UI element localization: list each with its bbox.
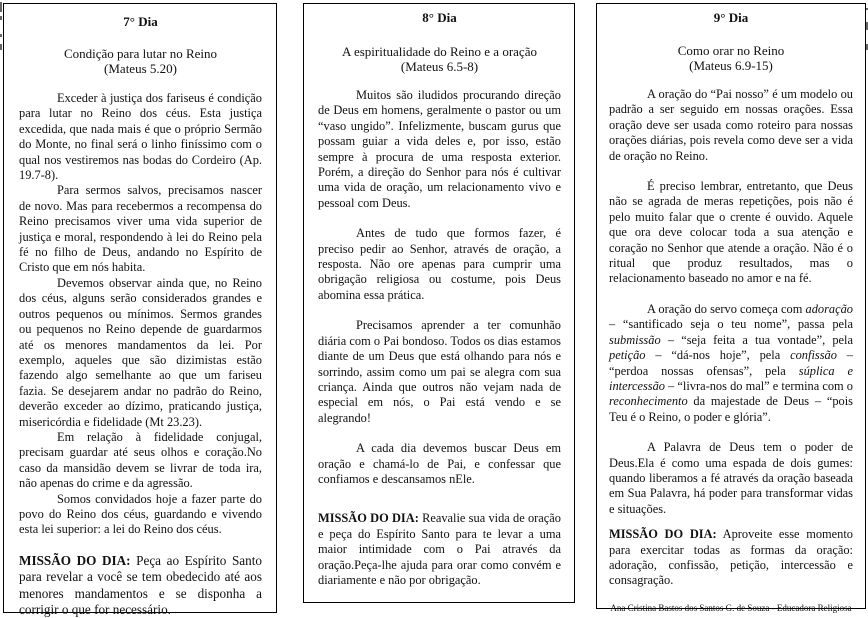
term-suplica: súplica e intercessão: [609, 363, 854, 393]
paragraph: Somos convidados hoje a fazer parte do povo do Reino dos céus, guardando e vivendo esta lei superior: a lei do Reino dos céus.: [19, 491, 262, 537]
paragraph: Exceder à justiça dos fariseus é condição para lutar no Reino dos céus. Esta justiça excedida, que nada mais é que o próprio Sermão do Monte, no final será o linho finíssimo com o qual nos vestiremos nas bodas do Cordeiro (Ap. 19.7-8).: [19, 91, 262, 183]
theme-title: A espiritualidade do Reino e a oração: [342, 44, 537, 59]
term-reconhecimento: reconhecimento: [609, 394, 688, 409]
left-edge-mark: [0, 16, 2, 20]
bible-reference: (Mateus 5.20): [104, 61, 177, 76]
term-confissao: confissão: [790, 348, 837, 363]
devotional-card-day-9: [596, 3, 866, 613]
mission-label: MISSÃO DO DIA:: [318, 511, 419, 526]
theme-title: Como orar no Reino: [677, 43, 785, 58]
mission-of-the-day: [318, 511, 561, 588]
paragraph: Muitos são iludidos procurando direção de Deus em homens, geralmente o pastor ou um “vaso ungido”. Infelizmente, buscam gurus que possam guiar a vida deles e, por isso, estão sempre à procura de uma resposta exterior. Porém, a direção do Senhor para nós é cultivar uma vida de oração, um relacionamento vivo e pessoal com Deus.: [318, 88, 561, 210]
theme-title: Condição para lutar no Reino: [63, 46, 218, 61]
mission-of-the-day: [609, 527, 853, 589]
devotional-card-day-7: [3, 3, 277, 617]
text: – “livra-nos do mal” e termina com o: [664, 378, 853, 393]
left-edge-mark: [0, 34, 2, 37]
bible-reference: (Mateus 6.5-8): [400, 59, 479, 74]
paragraph: A cada dia devemos buscar Deus em oração e chamá-lo de Pai, e confessar que confiamos e descansamos nEle.: [318, 441, 561, 486]
mission-text: Reavalie sua vida de oração e peça do Espírito Santo para te levar a uma maior intimidade com o Pai através da oração.Peça-lhe ajuda para orar como convém e diariamente e não por obrigação.: [318, 511, 561, 587]
author-signature: Ana Cristina Bastos dos Santos G. de Souza - Educadora Religiosa: [610, 602, 852, 613]
text: A oração do servo começa com: [647, 301, 806, 316]
mission-text: Peça ao Espírito Santo para revelar a você se tem obedecido até aos menores mandamentos e se disponha a corrigir o que for necessário.: [19, 552, 262, 617]
mission-text: Aproveite esse momento para exercitar todas as formas da oração: adoração, confissão, petição, intercessão e consagração.: [609, 527, 853, 588]
mission-of-the-day: [19, 553, 262, 618]
text: – “santificado seja o teu nome”, passa pela: [609, 317, 853, 332]
day-title: 9° Dia: [713, 10, 749, 25]
term-adoracao: adoração: [805, 301, 853, 316]
paragraph: Para sermos salvos, precisamos nascer de novo. Mas para recebermos a recompensa do Reino precisamos viver uma vida superior de justiça e moral, respondendo à lei do Reino pela fé no filho de Deus, andando no Espírito de Cristo que em nós habita.: [19, 183, 262, 275]
term-submissao: submissão: [609, 332, 661, 347]
paragraph: Antes de tudo que formos fazer, é preciso pedir ao Senhor, através de oração, a resposta. Não ore apenas para cumprir uma obrigação religiosa ou costume, pois Deus abomina essa prática.: [318, 226, 561, 302]
bible-reference: (Mateus 6.9-15): [689, 58, 773, 73]
paragraph: Em relação à fidelidade conjugal, precisam guardar até seus olhos e coração.No caso da mansidão devem se livrar de toda ira, não apenas do crime e da agressão.: [19, 429, 262, 491]
left-edge-mark: [0, 44, 2, 50]
paragraph: Devemos observar ainda que, no Reino dos céus, alguns serão considerados grandes e outros pequenos ou mínimos. Sermos grandes ou pequenos no Reino depende de guardarmos até os menores mandamentos da lei. Por exemplo, aqueles que são dizimistas estão fazendo algo semelhante ao que um fariseu fazia. Se desejarem andar no padrão do Reino, deverão exceder ao dízimo, praticando justiça, misericórdia e fidelidade (Mt 23.23).: [19, 275, 262, 429]
paragraph: Precisamos aprender a ter comunhão diária com o Pai bondoso. Todos os dias estamos diante de um Deus que está olhando para nós e sorrindo, assim como um pai se alegra com sua criança. Ainda que outros não vejam nada de especial em nós, o Pai está vendo e se alegrando!: [318, 318, 561, 425]
text: – “seja feita a tua vontade”, pela: [660, 332, 853, 347]
day-title: 8° Dia: [422, 10, 457, 25]
paragraph: A oração do “Pai nosso” é um modelo ou padrão a ser seguido em nossas orações. Essa oração deve ser usada como roteiro para nossas orações diárias, pois revela como deve ser a vida de oração no Reino.: [609, 87, 853, 163]
term-peticao: petição: [609, 348, 646, 363]
text: – “dá-nos hoje”, pela: [645, 348, 791, 363]
devotional-card-day-8: [303, 3, 575, 603]
left-edge-mark: [0, 2, 2, 12]
paragraph: A Palavra de Deus tem o poder de Deus.Ela é como uma espada de dois gumes: quando liberamos a fé através da oração baseada em Sua Palavra, há poder para transformar vidas e situações.: [609, 440, 853, 516]
prayer-parts-paragraph: [609, 302, 853, 425]
text: da majestade de Deus – “pois Teu é o Reino, o poder e glória”.: [609, 394, 853, 424]
mission-label: MISSÃO DO DIA:: [19, 552, 131, 568]
paragraph: É preciso lembrar, entretanto, que Deus não se agrada de meras repetições, pois não é pelo muito falar que o crente é ouvido. Aquele que ora deve colocar toda a sua atenção e coração no Senhor que atende a oração. Não é o ritual que produz resultados, mas o relacionamento baseado no amor e na fé.: [609, 179, 853, 286]
mission-label: MISSÃO DO DIA:: [609, 527, 717, 542]
day-title: 7° Dia: [123, 14, 158, 29]
text: – “perdoa nossas ofensas”, pela: [609, 348, 853, 378]
